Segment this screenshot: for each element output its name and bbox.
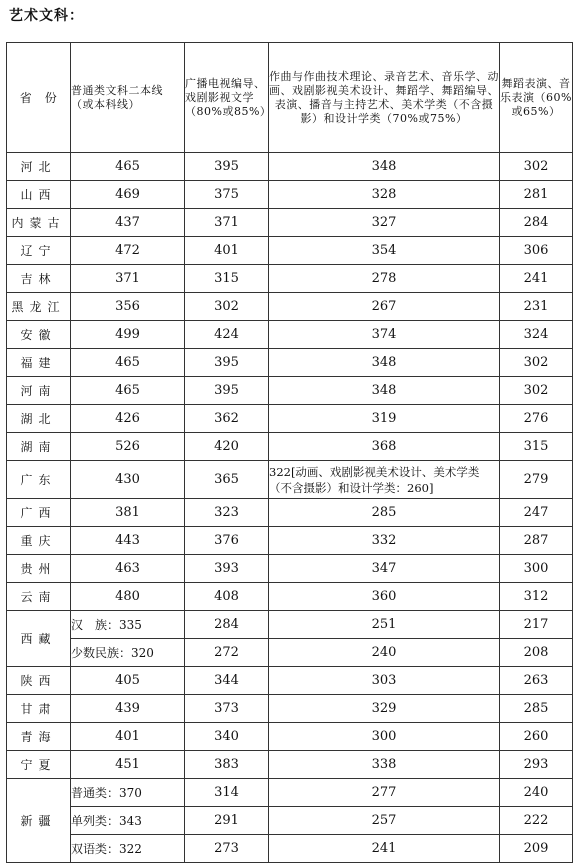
- score-cell: 277: [269, 779, 500, 807]
- score-cell: 241: [500, 265, 573, 293]
- table-row: [7, 611, 573, 639]
- province-cell: 辽宁: [7, 237, 71, 265]
- score-cell: 395: [185, 377, 269, 405]
- score-cell: 302: [185, 293, 269, 321]
- header-music-art-design: 作曲与作曲技术理论、录音艺术、音乐学、动画、戏剧影视美术设计、舞蹈学、舞蹈编导、表演、播音与主持艺术、美术学类（不含摄影）和设计学类（70%或75%）: [269, 43, 500, 153]
- score-cell: 217: [500, 611, 573, 639]
- score-cell: 405: [71, 667, 185, 695]
- score-cell: 普通类：370: [71, 779, 185, 807]
- score-cell: 354: [269, 237, 500, 265]
- score-cell: 257: [269, 807, 500, 835]
- province-cell: 黑龙江: [7, 293, 71, 321]
- xinjiang-group: [7, 779, 573, 863]
- score-cell: 231: [500, 293, 573, 321]
- score-cell: 303: [269, 667, 500, 695]
- score-cell: 393: [185, 555, 269, 583]
- score-cell: 208: [500, 639, 573, 667]
- table-row: [7, 321, 573, 349]
- score-cell: 247: [500, 499, 573, 527]
- rows-group-2: [7, 499, 573, 611]
- score-cell: 401: [185, 237, 269, 265]
- score-cell: 302: [500, 377, 573, 405]
- score-cell: 327: [269, 209, 500, 237]
- score-cell: 240: [269, 639, 500, 667]
- table-row: [7, 639, 573, 667]
- score-cell: 469: [71, 181, 185, 209]
- score-cell: 347: [269, 555, 500, 583]
- table-row: [7, 237, 573, 265]
- score-cell: 293: [500, 751, 573, 779]
- score-cell: 315: [500, 433, 573, 461]
- score-cell: 451: [71, 751, 185, 779]
- header-broadcast: 广播电视编导、戏剧影视文学（80%或85%）: [185, 43, 269, 153]
- table-row: [7, 265, 573, 293]
- table-row: [7, 835, 573, 863]
- score-cell: 322[动画、戏剧影视美术设计、美术学类（不含摄影）和设计学类：260]: [269, 461, 500, 499]
- score-cell: 251: [269, 611, 500, 639]
- header-general-line: 普通类文科二本线（或本科线）: [71, 43, 185, 153]
- header-province: 省 份: [7, 43, 71, 153]
- score-cell: 480: [71, 583, 185, 611]
- province-cell: 吉林: [7, 265, 71, 293]
- score-cell: 306: [500, 237, 573, 265]
- score-cell: 375: [185, 181, 269, 209]
- province-cell: 新疆: [7, 779, 71, 863]
- score-cell: 263: [500, 667, 573, 695]
- score-cell: 338: [269, 751, 500, 779]
- score-cell: 340: [185, 723, 269, 751]
- score-cell: 499: [71, 321, 185, 349]
- table-row: [7, 433, 573, 461]
- score-cell: 348: [269, 153, 500, 181]
- score-cell: 437: [71, 209, 185, 237]
- table-row: [7, 527, 573, 555]
- score-cell: 241: [269, 835, 500, 863]
- header-row: [7, 43, 573, 153]
- province-cell: 陕西: [7, 667, 71, 695]
- score-cell: 420: [185, 433, 269, 461]
- province-cell: 广西: [7, 499, 71, 527]
- score-cell: 344: [185, 667, 269, 695]
- score-cell: 376: [185, 527, 269, 555]
- table-row: [7, 349, 573, 377]
- guangdong-group: [7, 461, 573, 499]
- score-cell: 360: [269, 583, 500, 611]
- score-cell: 276: [500, 405, 573, 433]
- province-cell: 湖北: [7, 405, 71, 433]
- province-cell: 山西: [7, 181, 71, 209]
- score-cell: 285: [500, 695, 573, 723]
- score-cell: 472: [71, 237, 185, 265]
- table-row: [7, 667, 573, 695]
- score-cell: 348: [269, 377, 500, 405]
- score-cell: 324: [500, 321, 573, 349]
- table-row: [7, 751, 573, 779]
- score-cell: 222: [500, 807, 573, 835]
- province-cell: 宁夏: [7, 751, 71, 779]
- province-cell: 湖南: [7, 433, 71, 461]
- score-cell: 267: [269, 293, 500, 321]
- score-cell: 312: [500, 583, 573, 611]
- table-row: [7, 499, 573, 527]
- score-cell: 463: [71, 555, 185, 583]
- score-cell: 362: [185, 405, 269, 433]
- score-cell: 356: [71, 293, 185, 321]
- score-cell: 302: [500, 349, 573, 377]
- score-cell: 332: [269, 527, 500, 555]
- score-cell: 381: [71, 499, 185, 527]
- table-row: [7, 405, 573, 433]
- score-cell: 284: [185, 611, 269, 639]
- score-cell: 279: [500, 461, 573, 499]
- xizang-group: [7, 611, 573, 667]
- score-cell: 278: [269, 265, 500, 293]
- score-cell: 少数民族：320: [71, 639, 185, 667]
- score-cell: 348: [269, 349, 500, 377]
- score-cell: 365: [185, 461, 269, 499]
- table-row: [7, 583, 573, 611]
- score-cell: 465: [71, 153, 185, 181]
- score-cell: 209: [500, 835, 573, 863]
- table-row: [7, 181, 573, 209]
- score-cell: 426: [71, 405, 185, 433]
- score-cell: 300: [500, 555, 573, 583]
- province-cell: 云南: [7, 583, 71, 611]
- table-row: [7, 377, 573, 405]
- score-cell: 汉 族：335: [71, 611, 185, 639]
- rows-group-3: [7, 667, 573, 779]
- province-cell: 河南: [7, 377, 71, 405]
- score-cell: 302: [500, 153, 573, 181]
- score-cell: 281: [500, 181, 573, 209]
- score-cell: 371: [71, 265, 185, 293]
- score-cell: 401: [71, 723, 185, 751]
- score-cell: 424: [185, 321, 269, 349]
- score-cell: 443: [71, 527, 185, 555]
- score-cell: 395: [185, 349, 269, 377]
- province-cell: 内蒙古: [7, 209, 71, 237]
- score-cell: 315: [185, 265, 269, 293]
- table-row: [7, 779, 573, 807]
- score-cell: 300: [269, 723, 500, 751]
- table-row: [7, 555, 573, 583]
- province-cell: 甘肃: [7, 695, 71, 723]
- table-row: [7, 723, 573, 751]
- table-row: [7, 695, 573, 723]
- table-row: [7, 209, 573, 237]
- score-cell: 291: [185, 807, 269, 835]
- score-cell: 323: [185, 499, 269, 527]
- score-cell: 单列类：343: [71, 807, 185, 835]
- score-cell: 260: [500, 723, 573, 751]
- province-cell: 广东: [7, 461, 71, 499]
- score-cell: 439: [71, 695, 185, 723]
- score-cell: 329: [269, 695, 500, 723]
- score-cell: 430: [71, 461, 185, 499]
- province-cell: 重庆: [7, 527, 71, 555]
- score-cell: 465: [71, 377, 185, 405]
- score-cell: 465: [71, 349, 185, 377]
- score-cell: 240: [500, 779, 573, 807]
- table-row: [7, 807, 573, 835]
- score-table: [6, 42, 573, 863]
- score-cell: 368: [269, 433, 500, 461]
- score-cell: 287: [500, 527, 573, 555]
- score-cell: 273: [185, 835, 269, 863]
- province-cell: 西藏: [7, 611, 71, 667]
- score-cell: 526: [71, 433, 185, 461]
- province-cell: 贵州: [7, 555, 71, 583]
- score-cell: 272: [185, 639, 269, 667]
- rows-group-1: [7, 153, 573, 461]
- score-cell: 314: [185, 779, 269, 807]
- province-cell: 福建: [7, 349, 71, 377]
- province-cell: 青海: [7, 723, 71, 751]
- score-cell: 319: [269, 405, 500, 433]
- province-cell: 河北: [7, 153, 71, 181]
- score-cell: 双语类：322: [71, 835, 185, 863]
- score-cell: 284: [500, 209, 573, 237]
- page-title: 艺术文科：: [9, 8, 84, 24]
- score-cell: 373: [185, 695, 269, 723]
- score-cell: 395: [185, 153, 269, 181]
- header-performance: 舞蹈表演、音乐表演（60%或65%）: [500, 43, 573, 153]
- province-cell: 安徽: [7, 321, 71, 349]
- table-row: [7, 153, 573, 181]
- score-cell: 383: [185, 751, 269, 779]
- table-row: [7, 461, 573, 499]
- score-cell: 328: [269, 181, 500, 209]
- score-cell: 285: [269, 499, 500, 527]
- score-cell: 371: [185, 209, 269, 237]
- score-cell: 374: [269, 321, 500, 349]
- score-cell: 408: [185, 583, 269, 611]
- table-row: [7, 293, 573, 321]
